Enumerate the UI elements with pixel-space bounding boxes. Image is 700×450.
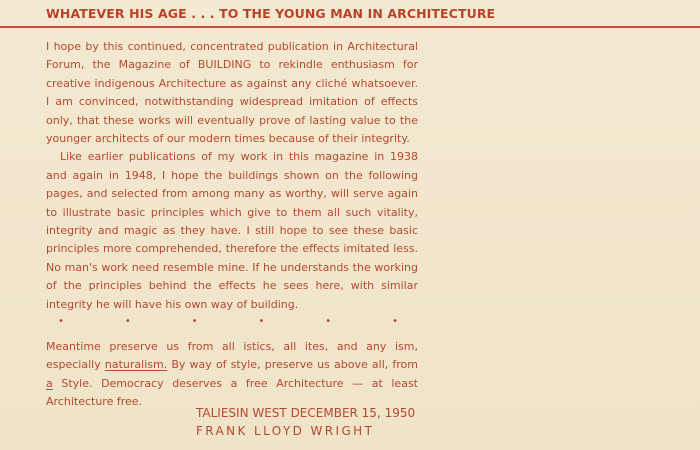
- signature-place-date: TALIESIN WEST DECEMBER 15, 1950: [196, 406, 416, 420]
- header-rule: [0, 26, 700, 28]
- paragraph-3-part-1: Meantime preserve us from all istics, all ites, and any ism, especially: [46, 340, 418, 372]
- paragraph-1: I hope by this continued, concentrated publication in Architectural Forum, the Magazine of BUILDING to rekindle enthusiasm for creative indigenous Architecture as against any cliché whatsoever. I am convinced, notwithstanding widespread imitation of effects only, that these works will eventually prove of lasting value to the younger architects of our modern times because of their integrity.: [46, 40, 418, 146]
- paragraph-3: [46, 338, 418, 412]
- naturalism-word: naturalism.: [104, 358, 168, 372]
- paragraph-3-part-2: By way of style, preserve us above all, from: [167, 358, 418, 372]
- separator-dot: •: [58, 316, 64, 327]
- separator-dot: •: [392, 316, 398, 327]
- separator-dot: •: [191, 316, 198, 327]
- paragraph-3-part-3: Style. Democracy deserves a free Architecture — at least Architecture free.: [46, 376, 418, 409]
- closing-paragraph: [46, 338, 418, 412]
- signature-name: FRANK LLOYD WRIGHT: [196, 424, 375, 438]
- section-separator: [58, 316, 398, 328]
- letter-body: [46, 38, 418, 314]
- a-word: a: [46, 376, 53, 390]
- separator-dot: •: [124, 316, 131, 327]
- separator-dot: •: [325, 316, 332, 327]
- separator-dot: •: [258, 316, 265, 327]
- page-header-title: WHATEVER HIS AGE . . . TO THE YOUNG MAN IN ARCHITECTURE: [46, 6, 496, 21]
- paragraph-2: Like earlier publications of my work in this magazine in 1938 and again in 1948, I hope the buildings shown on the following pages, and selected from among many as worthy, will serve again to illustrate basic principles which give to them all such vitality, integrity and magic as they have. I still hope to see these basic principles more comprehended, therefore the effects imitated less. No man's work need resemble mine. If he understands the working of the principles behind the effects he sees here, with similar integrity he will have his own way of building.: [46, 150, 418, 311]
